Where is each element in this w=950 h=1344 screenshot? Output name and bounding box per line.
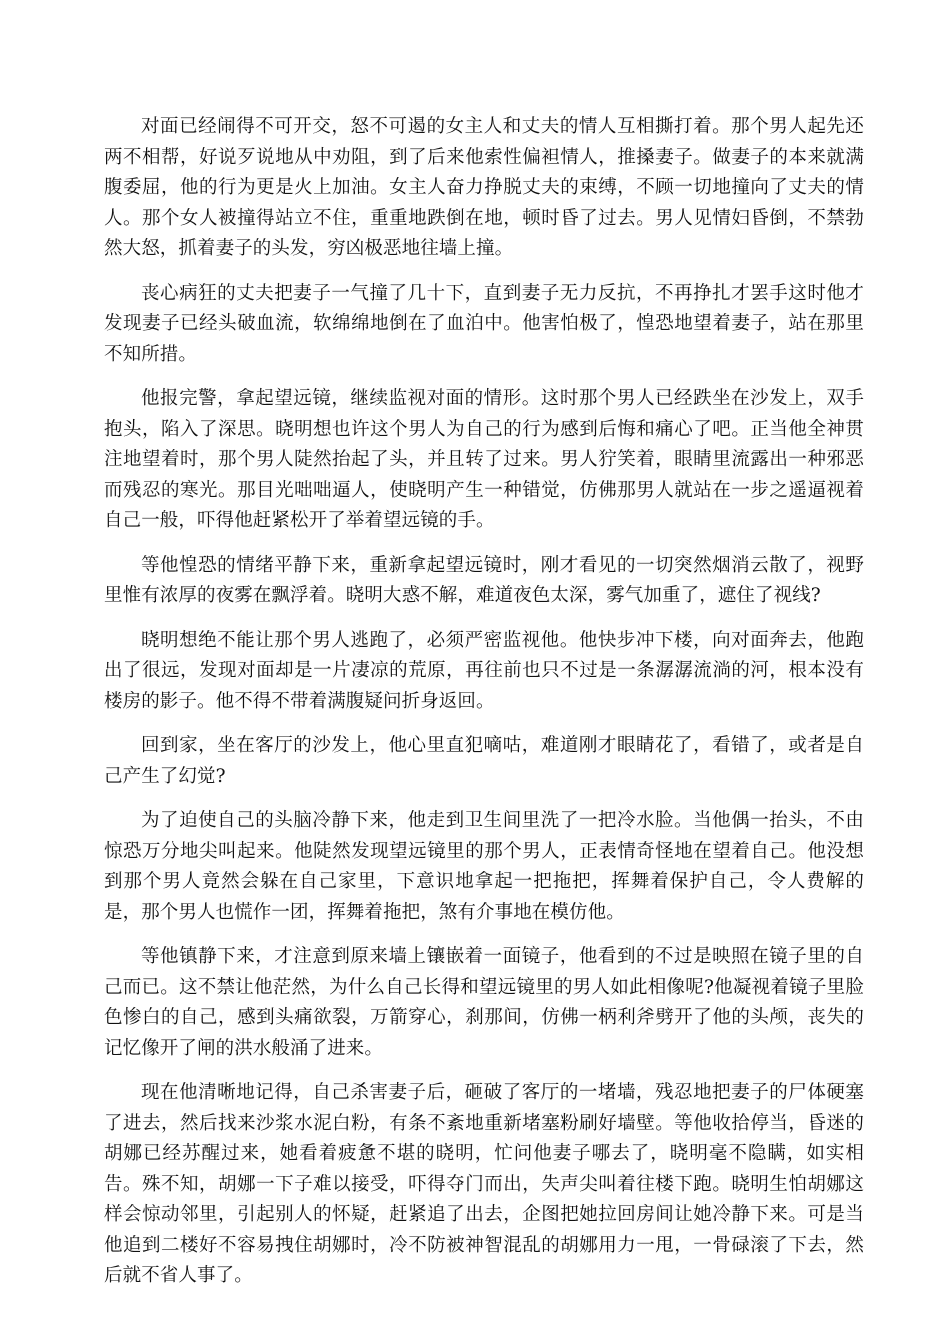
paragraph-1: 对面已经闹得不可开交，怒不可遏的女主人和丈夫的情人互相撕打着。那个男人起先还两不相帮，好说歹说地从中劝阻，到了后来他索性偏袒情人，推搡妻子。做妻子的本来就满腹委屈，他的行为更是火上加油。女主人奋力挣脱丈夫的束缚，不顾一切地撞向了丈夫的情人。那个女人被撞得站立不住，重重地跌倒在地，顿时昏了过去。男人见情妇昏倒，不禁勃然大怒，抓着妻子的头发，穷凶极恶地往墙上撞。 — [104, 116, 864, 259]
paragraph-3: 他报完警，拿起望远镜，继续监视对面的情形。这时那个男人已经跌坐在沙发上，双手抱头，陷入了深思。晓明想也许这个男人为自己的行为感到后悔和痛心了吧。正当他全神贯注地望着时，那个男人陡然抬起了头，并且转了过来。男人狞笑着，眼睛里流露出一种邪恶而残忍的寒光。那目光咄咄逼人，使晓明产生一种错觉，仿佛那男人就站在一步之遥逼视着自己一般，吓得他赶紧松开了举着望远镜的手。 — [104, 388, 864, 531]
paragraph-5: 晓明想绝不能让那个男人逃跑了，必须严密监视他。他快步冲下楼，向对面奔去，他跑出了很远，发现对面却是一片凄凉的荒原，再往前也只不过是一条潺潺流淌的河，根本没有楼房的影子。他不得不带着满腹疑问折身返回。 — [104, 629, 864, 712]
paragraph-7: 为了迫使自己的头脑冷静下来，他走到卫生间里洗了一把冷水脸。当他偶一抬头，不由惊恐万分地尖叫起来。他陡然发现望远镜里的那个男人，正表情奇怪地在望着自己。他没想到那个男人竟然会躲在自己家里，下意识地拿起一把拖把，挥舞着保护自己，令人费解的是，那个男人也慌作一团，挥舞着拖把，煞有介事地在模仿他。 — [104, 810, 864, 923]
document-page — [104, 112, 864, 1306]
paragraph-9: 现在他清晰地记得，自己杀害妻子后，砸破了客厅的一堵墙，残忍地把妻子的尸体硬塞了进去，然后找来沙浆水泥白粉，有条不紊地重新堵塞粉刷好墙壁。等他收拾停当，昏迷的胡娜已经苏醒过来，她看着疲惫不堪的晓明，忙问他妻子哪去了，晓明毫不隐瞒，如实相告。殊不知，胡娜一下子难以接受，吓得夺门而出，失声尖叫着往楼下跑。晓明生怕胡娜这样会惊动邻里，引起别人的怀疑，赶紧追了出去，企图把她拉回房间让她冷静下来。可是当他追到二楼好不容易拽住胡娜时，冷不防被神智混乱的胡娜用力一甩，一骨碌滚了下去，然后就不省人事了。 — [104, 1082, 864, 1286]
paragraph-8: 等他镇静下来，才注意到原来墙上镶嵌着一面镜子，他看到的不过是映照在镜子里的自己而已。这不禁让他茫然，为什么自己长得和望远镜里的男人如此相像呢?他凝视着镜子里脸色惨白的自己，感到头痛欲裂，万箭穿心，刹那间，仿佛一柄利斧劈开了他的头颅，丧失的记忆像开了闸的洪水般涌了进来。 — [104, 946, 864, 1059]
paragraph-4: 等他惶恐的情绪平静下来，重新拿起望远镜时，刚才看见的一切突然烟消云散了，视野里惟有浓厚的夜雾在飘浮着。晓明大惑不解，难道夜色太深，雾气加重了，遮住了视线? — [104, 554, 864, 606]
paragraph-6: 回到家，坐在客厅的沙发上，他心里直犯嘀咕，难道刚才眼睛花了，看错了，或者是自己产生了幻觉? — [104, 735, 864, 787]
paragraph-2: 丧心病狂的丈夫把妻子一气撞了几十下，直到妻子无力反抗，不再挣扎才罢手这时他才发现妻子已经头破血流，软绵绵地倒在了血泊中。他害怕极了，惶恐地望着妻子，站在那里不知所措。 — [104, 282, 864, 365]
